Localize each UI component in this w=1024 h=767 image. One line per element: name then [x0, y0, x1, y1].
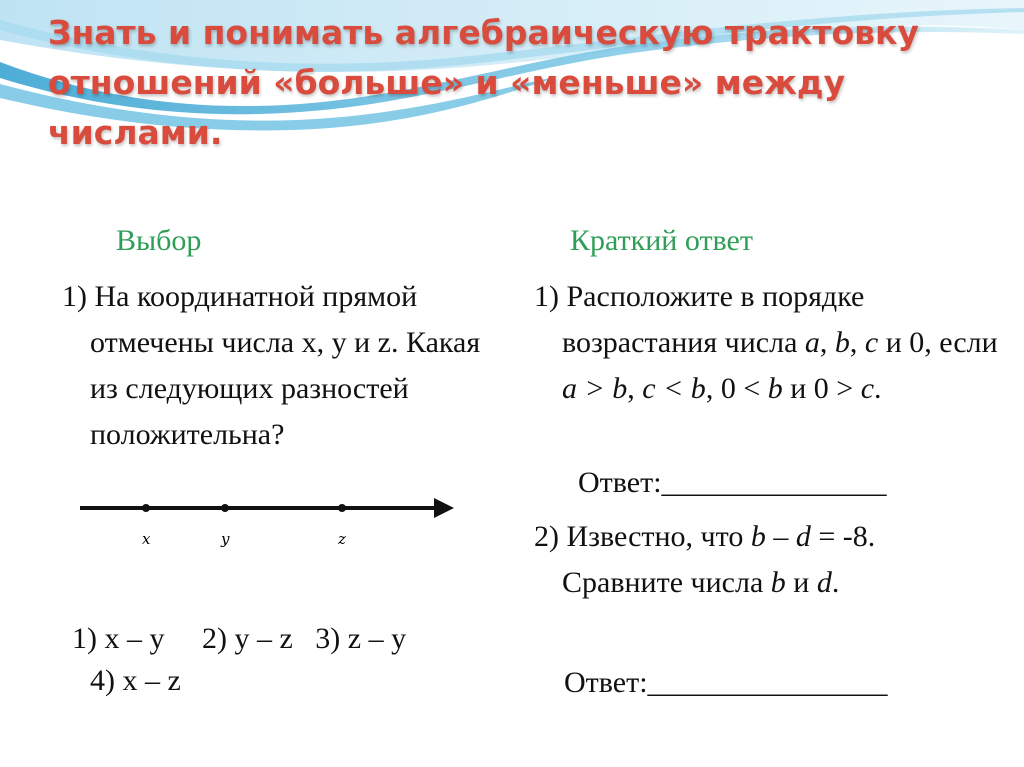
slide-title: Знать и понимать алгебраическую трактовку отношений «больше» и «меньше» между числами.	[48, 13, 919, 152]
label-x: x	[142, 530, 151, 548]
arrow-icon	[434, 498, 454, 518]
label-z: z	[338, 530, 346, 548]
number-line	[72, 480, 456, 558]
point-z	[338, 504, 346, 512]
left-problem-text: 1) На координатной прямой отмечены числа x, y и z. Какая из следующих разностей положительна?	[62, 280, 481, 451]
answer-options-row2: 4) x – z	[90, 664, 181, 697]
point-y	[221, 504, 229, 512]
answer-1-blank: Ответ:_______________	[578, 466, 887, 499]
left-column-heading: Выбор	[116, 224, 202, 257]
answer-2-blank: Ответ:________________	[564, 666, 888, 699]
question-1: 1) Расположите в порядке возрастания числа a, b, c и 0, если a > b, c < b, 0 < b и 0 > c.	[534, 280, 998, 405]
point-x	[142, 504, 150, 512]
question-2: 2) Известно, что b – d = -8. Сравните числа b и d.	[534, 520, 876, 599]
right-column-heading: Краткий ответ	[570, 224, 753, 257]
answer-options-row1: 1) x – y 2) y – z 3) z – y	[72, 622, 407, 655]
label-y: y	[221, 530, 230, 548]
